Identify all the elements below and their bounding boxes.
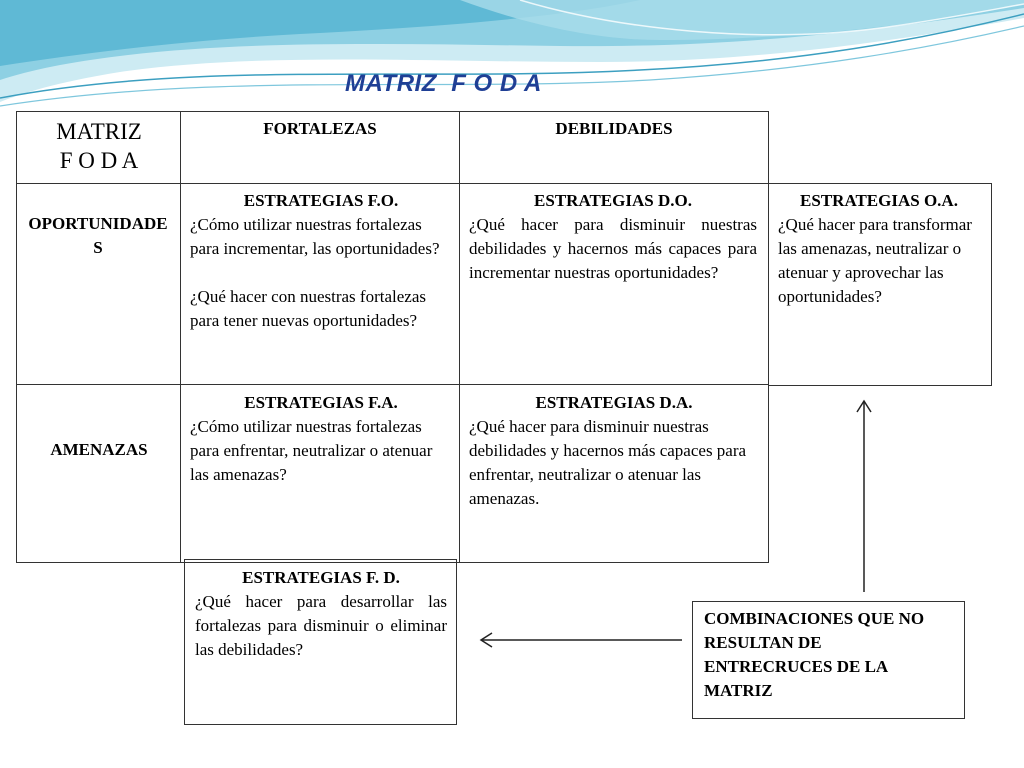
corner-label-line2: F O D A	[59, 148, 139, 173]
column-header-fortalezas: FORTALEZAS	[263, 119, 377, 138]
cell-oa-title: ESTRATEGIAS O.A.	[800, 191, 958, 210]
cell-do-title: ESTRATEGIAS D.O.	[534, 191, 692, 210]
cell-fd-text: ¿Qué hacer para desarrollar las fortalezas para disminuir o eliminar las debilidades?	[195, 592, 447, 659]
cell-oa-text: ¿Qué hacer para transformar las amenazas, neutralizar o atenuar y aprovechar las oportunidades?	[778, 215, 972, 306]
matrix-corner-label	[18, 117, 180, 175]
cell-do-text: ¿Qué hacer para disminuir nuestras debilidades y hacernos más capaces para incrementar nuestras oportunidades?	[469, 215, 757, 282]
cell-estrategias-fd	[195, 566, 447, 662]
row-header-amenazas: AMENAZAS	[50, 440, 148, 459]
cell-fa-title: ESTRATEGIAS F.A.	[244, 393, 398, 412]
grid-line-top	[16, 111, 769, 112]
corner-label-line1: MATRIZ	[56, 119, 142, 144]
cell-fo-title: ESTRATEGIAS F.O.	[243, 191, 399, 210]
cell-fo-text2: ¿Qué hacer con nuestras fortalezas para tener nuevas oportunidades?	[190, 287, 426, 330]
cell-fd-title: ESTRATEGIAS F. D.	[242, 568, 400, 587]
arrow-up	[854, 396, 874, 594]
cell-fa-text: ¿Cómo utilizar nuestras fortalezas para enfrentar, neutralizar o atenuar las amenazas?	[190, 417, 433, 484]
cell-da-text: ¿Qué hacer para disminuir nuestras debilidades y hacernos más capaces para enfrentar, neutralizar o atenuar las amenazas.	[469, 417, 747, 508]
slide-title: MATRIZ F O D A	[345, 70, 542, 97]
cell-estrategias-fo	[190, 189, 452, 333]
cell-da-title: ESTRATEGIAS D.A.	[535, 393, 693, 412]
cell-estrategias-do	[469, 189, 757, 285]
grid-line-row2	[16, 384, 769, 385]
grid-line-col1	[180, 111, 181, 563]
cell-estrategias-oa	[778, 189, 980, 309]
cell-estrategias-da	[469, 391, 759, 511]
grid-line-row1	[16, 183, 769, 184]
grid-line-col2	[459, 111, 460, 563]
row-header-oportunidades: OPORTUNIDADES	[28, 214, 168, 257]
note-combinaciones: COMBINACIONES QUE NO RESULTAN DE ENTRECRUCES DE LA MATRIZ	[704, 609, 925, 700]
arrow-left	[476, 630, 686, 650]
column-header-debilidades: DEBILIDADES	[555, 119, 673, 138]
cell-estrategias-fa	[190, 391, 452, 487]
cell-fo-text1: ¿Cómo utilizar nuestras fortalezas para incrementar, las oportunidades?	[190, 215, 440, 258]
grid-line-left	[16, 111, 17, 563]
